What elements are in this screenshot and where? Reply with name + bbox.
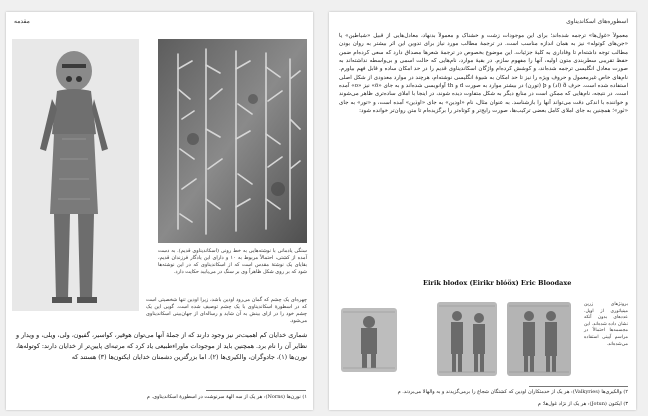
runestone-photo xyxy=(158,39,307,243)
odin-figurine-photo xyxy=(12,39,139,311)
right-page xyxy=(329,12,636,410)
gold-figures-illustration xyxy=(339,300,581,378)
left-body-text xyxy=(16,330,307,363)
running-head: اسطوره‌های اسکاندیناوی xyxy=(566,18,628,25)
footnote-1: ۲) والکیری‌ها (Valkyries): هر یک از خدمتکاران اودین که کشتگان شجاع را برمی‌گزیدند و به والهالا می‌بردند. م xyxy=(397,389,628,395)
running-head: مقدمه xyxy=(14,18,30,25)
gold-figures-photo xyxy=(339,300,581,378)
footnote-rule xyxy=(206,390,306,391)
body-paragraph: شماری خدایان کم اهمیت‌تر نیز وجود دارند که از جملهٔ آنها می‌توان هوقیر، کواسیر، گفیون، ولی، ویلی، و ویدار و نظایر آن را نام برد. همچنین باید از موجودات ماوراءطبیعی یاد کرد که مرتبه‌ای پایین‌تر از خدایان دارند: کوتوله‌ها، نورن‌ها (۱)، جادوگران، والکیری‌ها (۲). اما بزرگترین دشمنان خدایان ایکتون‌ها (۳) هستند که xyxy=(16,332,307,361)
runestone-caption: سنگی یادمانی با نوشته‌هایی به خط رونی (اسکاندیناوی قدیم). به دست آمده از کشتی، احتمالاً مربوط به ۱۰ و دارای این یادگار فرزندان قدیم، بقایای یک نوشتهٔ مقدس است که از اسکاندیناوی که در این نوشته‌ها شود که بر روی شکل ظاهراً وی بر سنگ در می‌یابید حکایت دارد. xyxy=(158,248,307,275)
odin-caption: چهره‌ای یک چشم که گمان می‌رود اودین باشد، زیرا اودین تنها شخصیتی است که در اسطورهٔ اسکاندیناوی با یک چشم توصیف شده است. گویی این یک چشم خود را در ازای بینش به آن شاید و رساله‌ای از جهان‌بینی اسکاندیناوی می‌شود. xyxy=(146,297,307,324)
runestone-illustration xyxy=(158,39,307,243)
figurine-illustration xyxy=(12,39,139,311)
right-body-text xyxy=(339,32,628,115)
gold-figures-caption: برونژهای زرین مینیاتوری از اوپل. عدد‌های بدون آنکه نشان داده شده‌اند. این مجسمه‌ها احتمالاً در مراسم آیینی استفاده می‌شده‌اند. xyxy=(584,302,628,347)
english-name-line: Eirik blodox (Eirikr blóöx) Eric Bloodaxe xyxy=(423,279,572,287)
footnote-2: ۳) ایکتون (Jotun): هر یک از نژاد غول‌ها؛ م xyxy=(537,401,628,407)
footnote: ۱) نورن‌ها (Norns): هر یک از سه الههٔ سرنوشت در اسطورهٔ اسکاندیناوی. م xyxy=(146,394,307,400)
left-page xyxy=(6,12,313,410)
footnote-rule xyxy=(529,386,628,387)
body-paragraph: معمولاً «غول‌ها» ترجمه شده‌اند؛ برای این موجودات زشت و خشناک و معمولاً بدنهاد، معادل‌هایی از قبیل «شیاطین» یا «جن‌های کوتوله» نیز به همان اندازه مناسب است. در ترجمهٔ مطالب مورد نیاز برای تدوین این اثر بیشتر به روان بودن مطالب توجه داشته‌ام تا وفاداری به کلیهٔ جزئیات. این موضوع بخصوص در ترجمهٔ شعرها مصداق دارد که سعی کرده‌ام ضمن حفظ تقریبی سطربندی متون اولیه، آنها را مفهوم سازم. در بقیهٔ موارد، نام‌هایی که حالت اسمی و بی‌واسطه نداشته‌اند به صورت معادل انگلیسی ترجمه شده‌اند، و کوشش کرده‌ام واژگان اسکاندیناوی قدیم را در حد امکان ساده و قابل فهم بیاورم. نام‌های خاص غیرمعمول و حروف ویژه را نیز تا حد امکان به شیوهٔ انگلیسی نوشته‌ام، هرچند در موارد معدودی از شکل اصلی استفاده شده است. حرف ð (اد) و þ (تورن) در بیشتر موارد به صورت d و th آوانویسی شده‌اند و به جای «ö» نیز «o» آمده است. در نتیجه، نام‌هایی که ممکن است در منابع دیگر به شکل متفاوت دیده شوند، در اینجا با املای ساده‌تری ظاهر می‌شوند و خواننده با اندکی دقت می‌تواند آنها را بازشناسد. به عنوان مثال، نام «اودین» به جای «اوذین» آمده است، و «تور» به جای «ثور»؛ همچنین به جای املای کامل بعضی ترکیب‌ها، صورت رایج‌تر و کوتاه‌تر را برگزیده‌ام تا متن روان‌تر خوانده شود: xyxy=(339,33,628,115)
